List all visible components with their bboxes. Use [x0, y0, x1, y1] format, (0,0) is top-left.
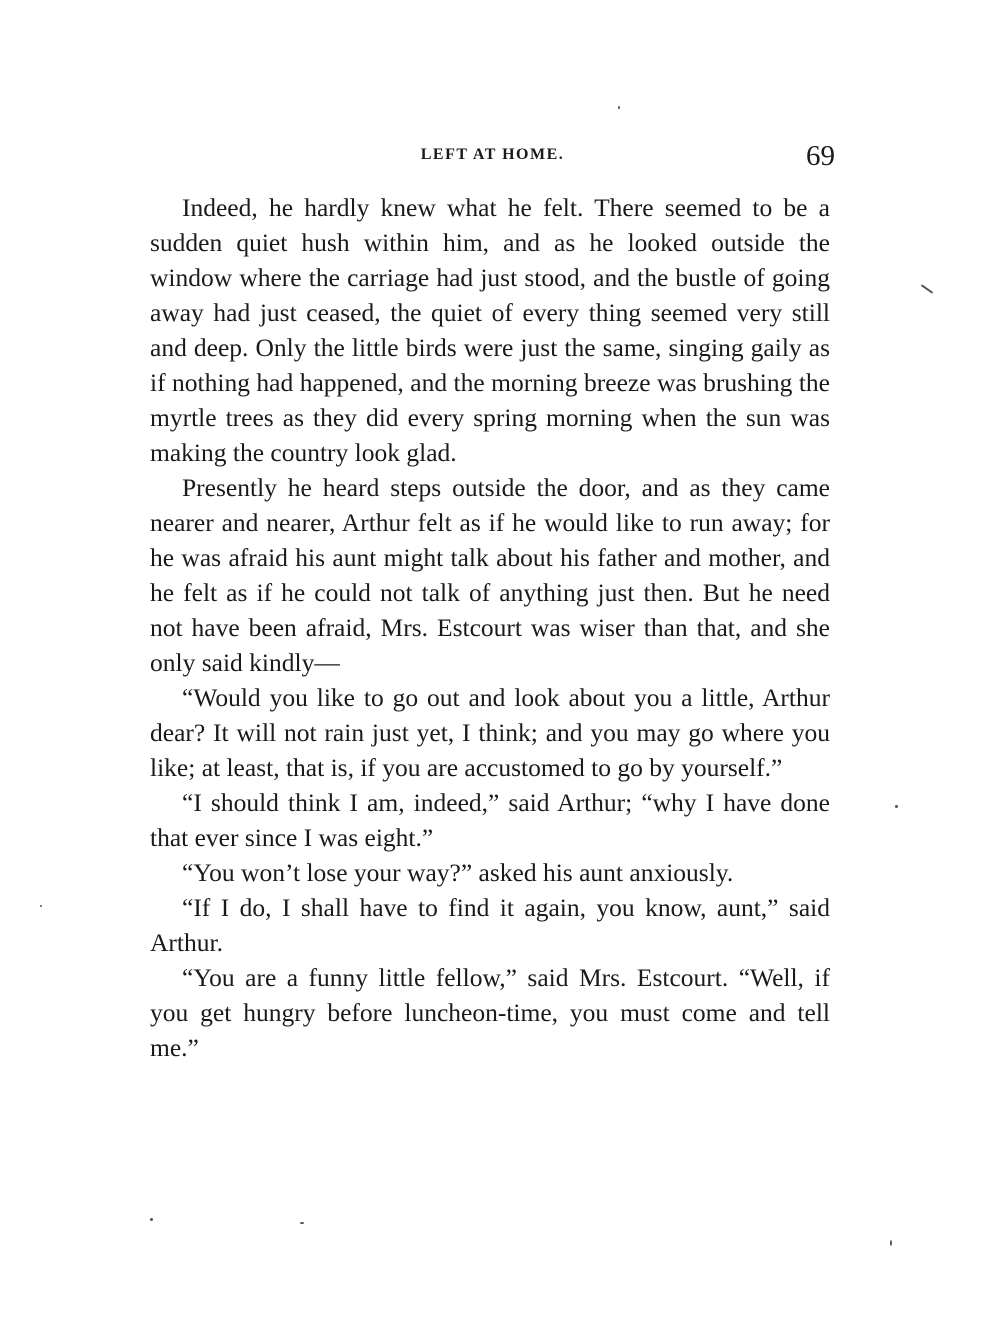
running-head — [150, 140, 835, 180]
paragraph-4: “I should think I am, indeed,” said Arthur; “why I have done that ever since I was eight.” — [150, 788, 830, 852]
paragraph-1: Indeed, he hardly knew what he felt. There seemed to be a sudden quiet hush within him, and as he looked outside the window where the carriage had just stood, and the bustle of going away had just ceased, the quiet of every thing seemed very still and deep. Only the little birds were just the same, singing gaily as if nothing had happened, and the morning breeze was brushing the myrtle trees as they did every spring morning when the sun was making the country look glad. — [150, 193, 830, 467]
body-text — [150, 190, 830, 1065]
scan-speck — [300, 1222, 304, 1224]
scan-speck — [890, 1240, 892, 1246]
paragraph-5: “You won’t lose your way?” asked his aunt anxiously. — [182, 858, 734, 887]
scan-speck — [40, 905, 42, 907]
scan-speck — [895, 805, 898, 808]
paragraph-7: “You are a funny little fellow,” said Mrs. Estcourt. “Well, if you get hungry before luncheon-time, you must come and tell me.” — [150, 963, 830, 1062]
scan-speck — [921, 284, 934, 294]
running-title: LEFT AT HOME. — [420, 146, 565, 163]
paragraph-6: “If I do, I shall have to find it again, you know, aunt,” said Arthur. — [150, 893, 830, 957]
scan-speck — [618, 106, 620, 109]
paragraph-2: Presently he heard steps outside the door, and as they came nearer and nearer, Arthur felt as if he would like to run away; for he was afraid his aunt might talk about his father and mother, and he felt as if he could not talk of anything just then. But he need not have been afraid, Mrs. Estcourt was wiser than that, and she only said kindly— — [150, 473, 830, 677]
paragraph-3: “Would you like to go out and look about you a little, Arthur dear? It will not rain just yet, I think; and you may go where you like; at least, that is, if you are accustomed to go by yourself.” — [150, 683, 830, 782]
page-number: 69 — [806, 140, 835, 172]
scan-speck — [150, 1218, 153, 1221]
